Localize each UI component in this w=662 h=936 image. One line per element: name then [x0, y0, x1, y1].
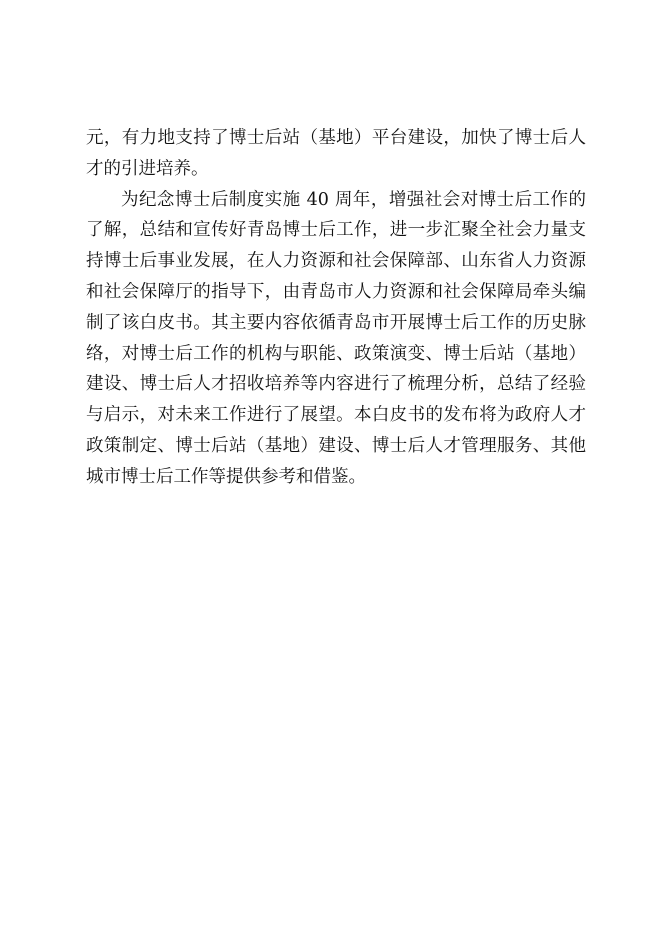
text-line: 政策制定、博士后站（基地）建设、博士后人才管理服务、其他 [86, 435, 586, 456]
paragraph-1 [86, 123, 586, 185]
text-line: 元，有力地支持了博士后站（基地）平台建设，加快了博士后人 [86, 128, 586, 148]
text-line: 制了该白皮书。其主要内容依循青岛市开展博士后工作的历史脉 [86, 312, 586, 333]
text-line: 持博士后事业发展，在人力资源和社会保障部、山东省人力资源 [86, 251, 586, 272]
text-line: 了解，总结和宣传好青岛博士后工作，进一步汇聚全社会力量支 [86, 220, 586, 241]
paragraph-2 [86, 185, 586, 493]
text-line: 建设、博士后人才招收培养等内容进行了梳理分析，总结了经验 [86, 374, 586, 395]
text-line: 城市博士后工作等提供参考和借鉴。 [86, 466, 366, 487]
text-line: 与启示，对未来工作进行了展望。本白皮书的发布将为政府人才 [86, 405, 586, 426]
text-line: 和社会保障厅的指导下，由青岛市人力资源和社会保障局牵头编 [86, 281, 586, 302]
body-text [86, 123, 586, 493]
text-line: 为纪念博士后制度实施 40 周年，增强社会对博士后工作的 [121, 189, 586, 210]
text-line: 络，对博士后工作的机构与职能、政策演变、博士后站（基地） [86, 343, 586, 364]
text-line: 才的引进培养。 [86, 158, 209, 179]
